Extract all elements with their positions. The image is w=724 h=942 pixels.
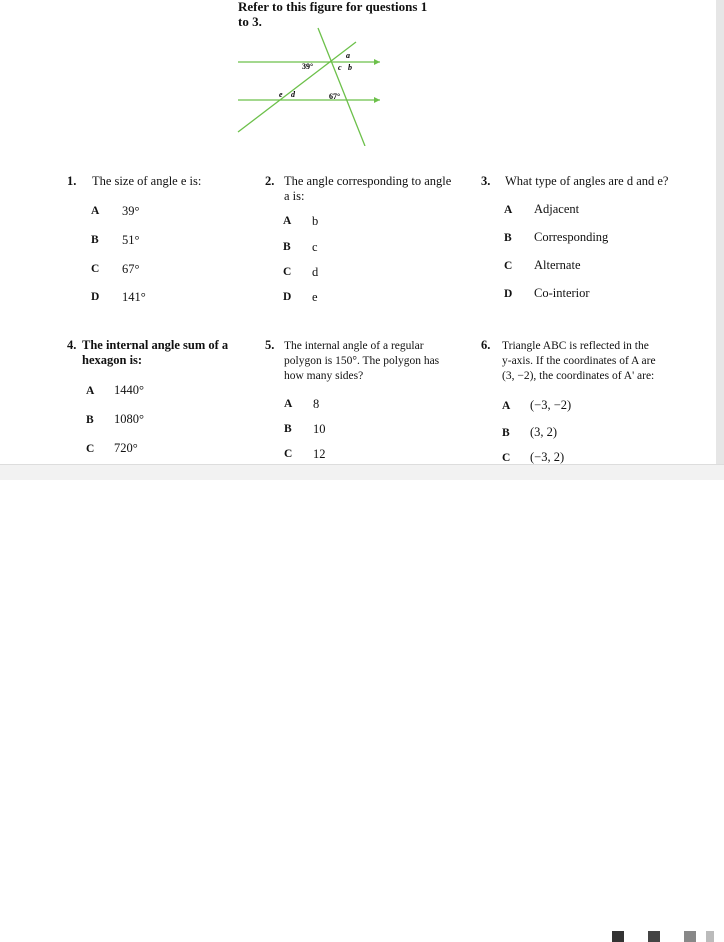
option-letter: D: [91, 291, 100, 303]
arrow-top: [374, 59, 380, 65]
question-number: 3.: [481, 174, 491, 188]
book-icon[interactable]: [612, 931, 624, 942]
question-text-line-1: The internal angle of a regular: [284, 340, 424, 352]
option-letter: D: [504, 288, 513, 300]
option-value[interactable]: 51°: [122, 233, 140, 247]
option-value[interactable]: Corresponding: [534, 230, 609, 244]
option-letter: B: [283, 241, 291, 253]
option-letter: B: [91, 234, 99, 246]
angle-figure: [230, 26, 390, 146]
arrow-bottom: [374, 97, 380, 103]
option-value[interactable]: 1080°: [114, 412, 144, 426]
question-text-line-2: hexagon is:: [82, 353, 143, 367]
document-icon[interactable]: [684, 931, 696, 942]
vertical-scrollbar[interactable]: [716, 0, 724, 479]
option-value[interactable]: Adjacent: [534, 202, 580, 216]
option-value[interactable]: 67°: [122, 262, 140, 276]
option-letter: C: [284, 448, 293, 460]
question-text-line-3: how many sides?: [284, 370, 364, 382]
question-text-line-2: a is:: [284, 189, 305, 203]
transversal-line-2: [318, 28, 365, 146]
label-c: c: [338, 63, 342, 72]
option-value[interactable]: b: [312, 214, 319, 228]
option-letter: C: [86, 443, 95, 455]
question-text-line-2: y-axis. If the coordinates of A are: [502, 355, 656, 367]
question-text-line-1: The angle corresponding to angle: [284, 174, 452, 188]
question-text-line-1: Triangle ABC is reflected in the: [502, 340, 649, 352]
question-text-line-1: The internal angle sum of a: [82, 338, 229, 352]
option-letter: B: [502, 427, 510, 439]
label-e: e: [279, 90, 283, 99]
option-letter: B: [284, 423, 292, 435]
option-letter: C: [504, 260, 513, 272]
transversal-line-1: [238, 42, 356, 132]
option-value[interactable]: 8: [313, 397, 320, 411]
question-text-line-2: polygon is 150°. The polygon has: [284, 355, 440, 367]
intro-line-1: Refer to this figure for questions 1: [238, 0, 428, 14]
label-b: b: [348, 63, 352, 72]
label-39deg: 39°: [302, 62, 314, 71]
option-value[interactable]: (3, 2): [530, 425, 558, 439]
question-number: 6.: [481, 338, 491, 352]
question-number: 2.: [265, 174, 275, 188]
option-letter: C: [91, 263, 100, 275]
option-value[interactable]: 12: [313, 447, 326, 461]
option-letter: C: [502, 452, 511, 464]
option-letter: A: [91, 205, 100, 217]
question-number: 1.: [67, 174, 77, 188]
option-value[interactable]: Co-interior: [534, 286, 590, 300]
option-value[interactable]: c: [312, 240, 318, 254]
intro-line-2: to 3.: [238, 14, 262, 29]
option-value[interactable]: d: [312, 265, 319, 279]
option-value[interactable]: 10: [313, 422, 326, 436]
option-value[interactable]: e: [312, 290, 318, 304]
option-letter: A: [284, 398, 293, 410]
question-number: 5.: [265, 338, 275, 352]
option-value[interactable]: (−3, 2): [530, 450, 565, 464]
question-text: What type of angles are d and e?: [505, 174, 669, 188]
option-letter: C: [283, 266, 292, 278]
grid-view-icon[interactable]: [648, 931, 660, 942]
option-value[interactable]: 39°: [122, 204, 140, 218]
question-text: The size of angle e is:: [92, 174, 202, 188]
label-d: d: [291, 90, 295, 99]
option-value[interactable]: (−3, −2): [530, 398, 572, 412]
more-icon[interactable]: [706, 931, 714, 942]
option-letter: A: [502, 400, 511, 412]
option-letter: A: [504, 204, 513, 216]
question-text-line-3: (3, −2), the coordinates of A' are:: [502, 370, 655, 382]
option-letter: B: [504, 232, 512, 244]
label-67deg: 67°: [329, 92, 341, 101]
option-value[interactable]: 1440°: [114, 383, 144, 397]
question-number: 4.: [67, 338, 77, 352]
option-letter: A: [86, 385, 95, 397]
option-value[interactable]: 141°: [122, 290, 146, 304]
option-value[interactable]: 720°: [114, 441, 138, 455]
option-value[interactable]: Alternate: [534, 258, 581, 272]
bottom-toolbar: [0, 464, 724, 480]
option-letter: D: [283, 291, 292, 303]
label-a: a: [346, 51, 350, 60]
option-letter: B: [86, 414, 94, 426]
option-letter: A: [283, 215, 292, 227]
